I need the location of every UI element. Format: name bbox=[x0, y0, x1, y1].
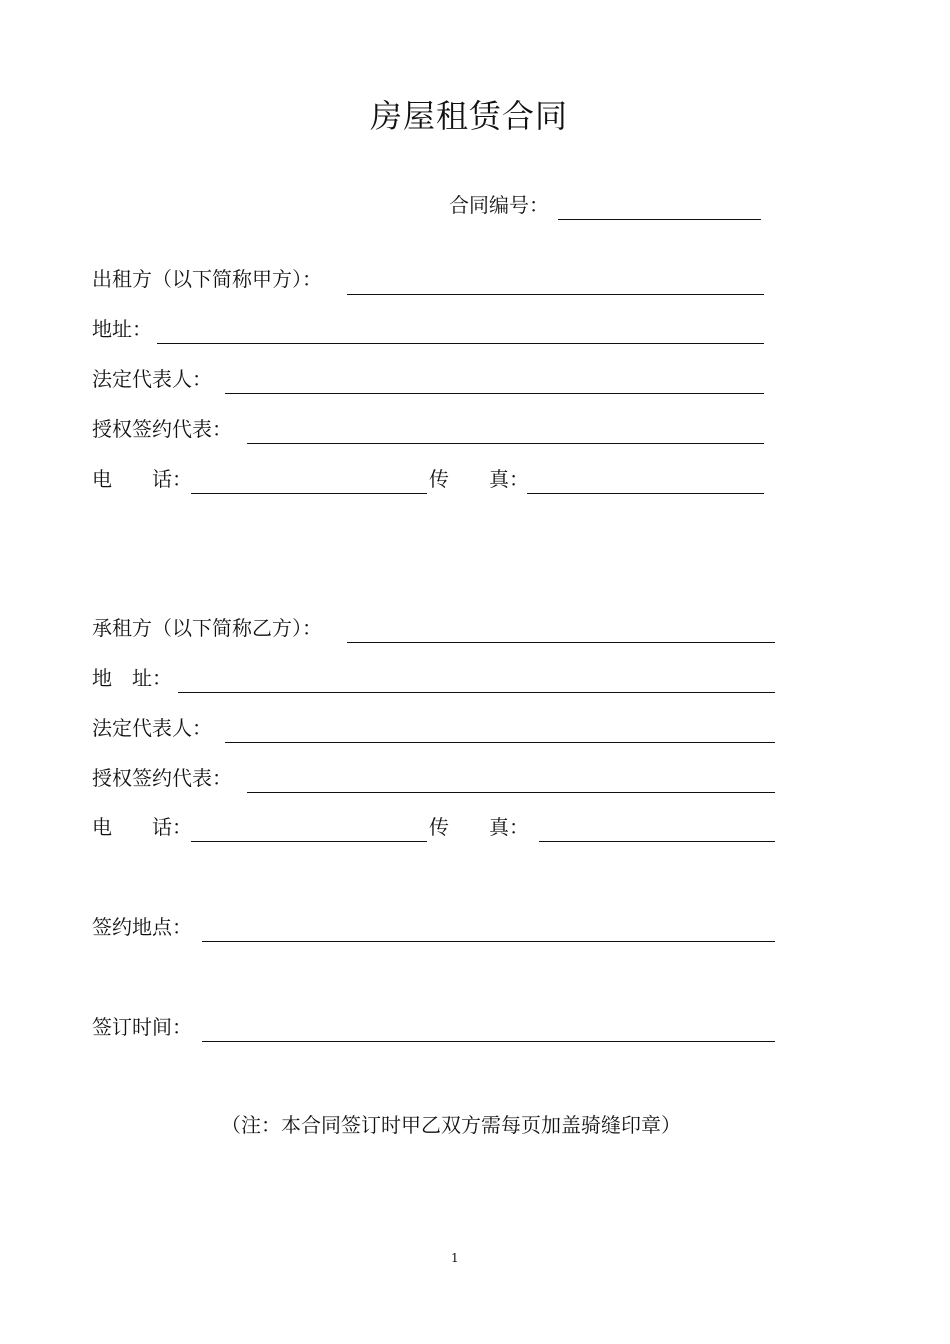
party-b-legal-rep-label: 法定代表人： bbox=[92, 716, 212, 740]
party-a-phone-field[interactable] bbox=[191, 493, 427, 494]
party-a-legal-rep-label: 法定代表人： bbox=[92, 367, 212, 391]
party-b-name-field[interactable] bbox=[347, 642, 775, 643]
party-b-phone-label: 电 话： bbox=[92, 815, 192, 839]
sign-time-label: 签订时间： bbox=[92, 1015, 192, 1039]
page-number: 1 bbox=[451, 1251, 459, 1265]
party-a-address-label: 地址： bbox=[92, 317, 152, 341]
party-b-address-label: 地 址： bbox=[92, 666, 172, 690]
contract-no-field[interactable] bbox=[558, 219, 761, 220]
party-a-authorized-rep-label: 授权签约代表： bbox=[92, 417, 232, 441]
party-b-fax-label: 传 真： bbox=[429, 815, 529, 839]
party-a-authorized-rep-field[interactable] bbox=[247, 443, 764, 444]
sign-time-field[interactable] bbox=[202, 1041, 775, 1042]
contract-no-label: 合同编号： bbox=[449, 193, 549, 217]
party-a-fax-field[interactable] bbox=[527, 493, 764, 494]
party-a-legal-rep-field[interactable] bbox=[225, 393, 764, 394]
party-b-heading: 承租方（以下简称乙方）： bbox=[92, 616, 322, 640]
sign-place-label: 签约地点： bbox=[92, 915, 192, 939]
document-title: 房屋租赁合同 bbox=[370, 97, 569, 135]
sign-place-field[interactable] bbox=[202, 941, 775, 942]
party-a-fax-label: 传 真： bbox=[429, 467, 529, 491]
party-a-name-field[interactable] bbox=[347, 294, 764, 295]
party-a-phone-label: 电 话： bbox=[92, 467, 192, 491]
party-a-heading: 出租方（以下简称甲方）： bbox=[92, 267, 322, 291]
party-b-fax-field[interactable] bbox=[539, 841, 775, 842]
party-b-legal-rep-field[interactable] bbox=[225, 742, 775, 743]
party-b-phone-field[interactable] bbox=[191, 841, 427, 842]
seal-note: （注：本合同签订时甲乙双方需每页加盖骑缝印章） bbox=[221, 1113, 681, 1137]
party-b-address-field[interactable] bbox=[178, 692, 775, 693]
party-a-address-field[interactable] bbox=[157, 343, 764, 344]
party-b-authorized-rep-field[interactable] bbox=[247, 792, 775, 793]
party-b-authorized-rep-label: 授权签约代表： bbox=[92, 766, 232, 790]
